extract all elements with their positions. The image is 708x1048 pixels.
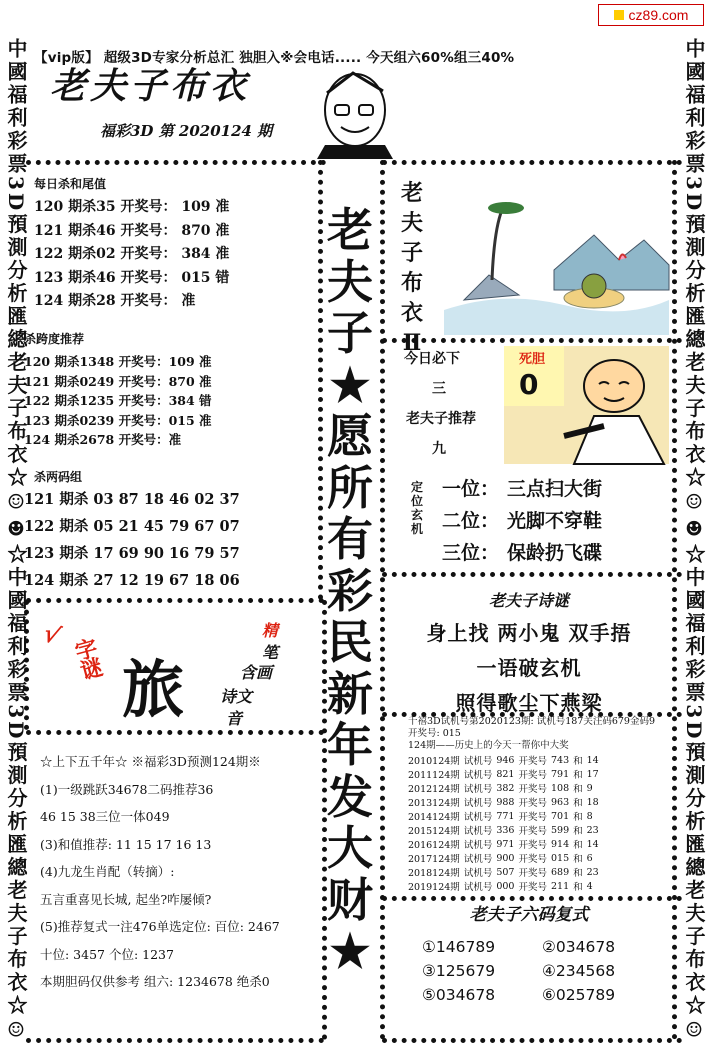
history-line: 千禧3D试机号第2020123期: 试机号187关注码679金码9 bbox=[408, 716, 656, 727]
table-cell: 2010124期 bbox=[408, 756, 460, 767]
list-item: 121 期杀46 开奖号： 870 准 bbox=[34, 222, 230, 239]
position-row: 三位： 保龄扔飞碟 bbox=[442, 542, 603, 564]
star-icon: ★ bbox=[329, 357, 371, 412]
table-cell: 2014124期 bbox=[408, 812, 460, 823]
table-cell: 8 bbox=[586, 810, 593, 822]
poem-line: 照得歌尘下燕梁 bbox=[455, 691, 603, 715]
badge-square-icon bbox=[614, 10, 624, 20]
list-item: 122 期杀1235 开奖号：384 错 bbox=[24, 393, 212, 408]
poem-title: 老夫子诗谜 bbox=[488, 591, 569, 610]
slogan-char: 子 bbox=[327, 306, 373, 360]
table-cell: 771 bbox=[496, 810, 515, 822]
table-cell: 试机号 bbox=[463, 854, 493, 865]
table-cell: 试机号 bbox=[463, 756, 493, 767]
slogan-char: 彩 bbox=[327, 563, 373, 618]
list-item: ☆上下五千年☆ ※福彩3D预测124期※ bbox=[40, 754, 261, 769]
slogan-char: 财 bbox=[327, 872, 373, 927]
table-cell: 689 bbox=[550, 866, 570, 878]
history-table bbox=[408, 753, 603, 893]
table-cell: 900 bbox=[496, 852, 515, 864]
list-item: (3)和值推荐: 11 15 17 16 13 bbox=[40, 836, 212, 852]
table-row bbox=[408, 767, 603, 781]
list-item: 121 期杀 03 87 18 46 02 37 bbox=[24, 491, 240, 508]
riddle-hint: 诗文 bbox=[220, 687, 253, 706]
history-line: 开奖号: 015 bbox=[408, 728, 461, 739]
panel-vertical-title: 老 夫 子 布 衣 Ⅱ bbox=[400, 180, 423, 356]
table-cell: 4 bbox=[586, 880, 593, 892]
table-cell: 2016124期 bbox=[408, 840, 460, 851]
history-panel bbox=[408, 716, 680, 893]
check-mark-icon: √ bbox=[39, 618, 65, 651]
must-value: 三 bbox=[432, 381, 446, 397]
table-cell: 914 bbox=[550, 838, 570, 850]
table-cell: 963 bbox=[550, 796, 570, 808]
list-item: 本期胆码仅供参考 组六: 1234678 绝杀0 bbox=[40, 974, 270, 989]
table-cell: 18 bbox=[586, 796, 599, 808]
six-code-panel bbox=[384, 898, 674, 1043]
table-cell: 946 bbox=[496, 754, 515, 766]
list-item: 123 期杀 17 69 90 16 79 57 bbox=[24, 545, 240, 562]
riddle-character: 旅 bbox=[122, 653, 185, 726]
table-cell: 6 bbox=[586, 852, 593, 864]
table-cell: 试机号 bbox=[463, 798, 493, 809]
table-cell: 2019124期 bbox=[408, 882, 460, 893]
table-cell: 和 bbox=[573, 854, 583, 865]
list-item: 121 期杀0249 开奖号：870 准 bbox=[24, 373, 212, 389]
position-row: 一位： 三点扫大街 bbox=[442, 478, 603, 500]
table-cell: 试机号 bbox=[463, 784, 493, 795]
recommend-value: 九 bbox=[432, 441, 446, 457]
side-slogan-left: 中國福利彩票3D預測分析匯總老夫子布衣☆☺☻☆中國福利彩票3D預測分析匯總老夫子布衣☆☺ bbox=[4, 38, 28, 1045]
table-cell: 14 bbox=[586, 838, 599, 850]
divider bbox=[24, 600, 29, 730]
table-cell: 9 bbox=[586, 782, 593, 794]
table-cell: 23 bbox=[586, 824, 599, 836]
forecast-panel bbox=[40, 752, 325, 1000]
table-cell: 2015124期 bbox=[408, 826, 460, 837]
position-row: 二位： 光脚不穿鞋 bbox=[442, 510, 603, 532]
table-row bbox=[408, 837, 603, 851]
table-cell: 开奖号 bbox=[518, 868, 547, 879]
list-item: 46 15 38三位一体049 bbox=[40, 809, 170, 824]
table-row bbox=[408, 823, 603, 837]
table-cell: 507 bbox=[496, 866, 515, 878]
table-cell: 211 bbox=[550, 880, 570, 892]
slogan-char: 有 bbox=[327, 512, 373, 566]
table-cell: 开奖号 bbox=[518, 798, 547, 809]
table-cell: 108 bbox=[550, 782, 570, 794]
kill-sum-heading: 每日杀和尾值 bbox=[34, 177, 107, 191]
slogan-char: 年 bbox=[327, 718, 373, 772]
table-cell: 试机号 bbox=[463, 868, 493, 879]
site-badge[interactable] bbox=[598, 4, 704, 26]
table-cell: 和 bbox=[573, 770, 583, 781]
six-code-item: ⑤034678 bbox=[422, 986, 496, 1004]
dead-code-value: 0 bbox=[519, 368, 539, 401]
slogan-char: 愿 bbox=[327, 409, 373, 463]
table-cell: 开奖号 bbox=[518, 770, 547, 781]
slogan-char: 新 bbox=[327, 666, 373, 721]
list-item: 120 期杀1348 开奖号：109 准 bbox=[24, 354, 212, 369]
six-code-item: ④234568 bbox=[542, 962, 616, 980]
table-cell: 和 bbox=[573, 840, 583, 851]
poem-line: 一语破玄机 bbox=[476, 656, 582, 680]
divider bbox=[382, 160, 682, 165]
riddle-hint: 精 bbox=[262, 621, 279, 640]
must-label: 今日必下 bbox=[404, 351, 460, 367]
table-row bbox=[408, 879, 603, 893]
divider bbox=[26, 160, 326, 165]
table-cell: 开奖号 bbox=[518, 854, 547, 865]
list-item: 122 期杀02 开奖号： 384 准 bbox=[34, 246, 230, 262]
cartoon-portrait-icon bbox=[305, 55, 400, 160]
dead-code-label: 死胆 bbox=[519, 352, 546, 367]
slogan-char: 夫 bbox=[327, 254, 373, 309]
slogan-char: 民 bbox=[327, 615, 373, 669]
landscape-painting-icon bbox=[444, 190, 669, 335]
kill-two-panel bbox=[24, 468, 324, 596]
table-cell: 和 bbox=[573, 826, 583, 837]
six-code-item: ⑥025789 bbox=[542, 986, 616, 1004]
six-code-item: ①146789 bbox=[422, 938, 496, 956]
page-title: 老夫子布衣 bbox=[50, 65, 251, 107]
history-line: 124期——历史上的今天一帮你中大奖 bbox=[408, 740, 569, 751]
table-cell: 015 bbox=[550, 852, 570, 864]
divider bbox=[382, 572, 682, 577]
table-cell: 791 bbox=[550, 768, 570, 780]
list-item: 124 期杀28 开奖号： 准 bbox=[34, 293, 196, 309]
table-cell: 2017124期 bbox=[408, 854, 460, 865]
table-cell: 开奖号 bbox=[518, 756, 547, 767]
must-panel bbox=[384, 340, 674, 570]
table-cell: 821 bbox=[496, 768, 515, 780]
list-item: 124 期杀2678 开奖号：准 bbox=[24, 432, 182, 447]
table-cell: 2012124期 bbox=[408, 784, 460, 795]
table-cell: 试机号 bbox=[463, 840, 493, 851]
divider bbox=[26, 1038, 324, 1043]
table-cell: 2011124期 bbox=[408, 770, 460, 781]
position-mystery-label: 定位玄机 bbox=[410, 480, 423, 536]
six-code-item: ②034678 bbox=[542, 938, 616, 956]
table-cell: 和 bbox=[573, 798, 583, 809]
poem-panel bbox=[384, 578, 674, 714]
riddle-label: 字谜 bbox=[69, 635, 105, 681]
table-cell: 17 bbox=[586, 768, 599, 780]
poem-line: 身上找 两小鬼 双手捂 bbox=[426, 621, 632, 645]
table-cell: 和 bbox=[573, 868, 583, 879]
list-item: 十位: 3457 个位: 1237 bbox=[40, 946, 174, 962]
table-cell: 开奖号 bbox=[518, 840, 547, 851]
table-cell: 开奖号 bbox=[518, 826, 547, 837]
table-cell: 23 bbox=[586, 866, 599, 878]
six-code-title: 老夫子六码复式 bbox=[469, 905, 589, 925]
list-item: (1)一级跳跃34678二码推荐36 bbox=[40, 781, 214, 797]
six-code-item: ③125679 bbox=[422, 962, 496, 980]
table-cell: 开奖号 bbox=[518, 812, 547, 823]
table-cell: 试机号 bbox=[463, 812, 493, 823]
table-cell: 14 bbox=[586, 754, 599, 766]
table-cell: 000 bbox=[496, 880, 515, 892]
list-item: (5)推荐复式一注476单选定位: 百位: 2467 bbox=[40, 919, 280, 934]
kill-sum-panel bbox=[34, 175, 324, 314]
center-slogan bbox=[320, 205, 380, 1035]
table-cell: 971 bbox=[496, 838, 515, 850]
list-item: 123 期杀0239 开奖号：015 准 bbox=[24, 412, 212, 428]
table-cell: 2013124期 bbox=[408, 798, 460, 809]
list-item: (4)九龙生肖配（转摘）: bbox=[40, 864, 175, 879]
list-item: 123 期杀46 开奖号： 015 错 bbox=[34, 269, 230, 286]
table-cell: 743 bbox=[550, 754, 570, 766]
list-item: 120 期杀35 开奖号： 109 准 bbox=[34, 199, 230, 215]
table-cell: 和 bbox=[573, 882, 583, 893]
table-row bbox=[408, 851, 603, 865]
table-cell: 和 bbox=[573, 812, 583, 823]
kill-span-heading: 杀跨度推荐 bbox=[24, 332, 85, 346]
kill-two-heading: 杀两码组 bbox=[34, 470, 83, 484]
table-row bbox=[408, 809, 603, 823]
list-item: 五言重喜见长城, 起坐?咋屡倾? bbox=[40, 891, 212, 907]
table-row bbox=[408, 865, 603, 879]
divider bbox=[26, 730, 324, 735]
riddle-hint: 含画 bbox=[240, 663, 273, 682]
riddle-panel bbox=[30, 600, 320, 728]
table-cell: 701 bbox=[550, 810, 570, 822]
slogan-char: 老 bbox=[327, 203, 373, 257]
kill-span-panel bbox=[24, 330, 324, 450]
slogan-char: 大 bbox=[327, 821, 373, 875]
slogan-char: 所 bbox=[327, 460, 373, 515]
table-cell: 988 bbox=[496, 796, 515, 808]
table-row bbox=[408, 781, 603, 795]
site-badge-label: cz89.com bbox=[628, 7, 689, 23]
header-top-line: 【vip版】 超级3D专家分析总汇 独胆入※会电话..... 今天组六60%组三40% bbox=[34, 50, 515, 66]
slogan-char: 发 bbox=[327, 769, 373, 824]
table-cell: 试机号 bbox=[463, 882, 493, 893]
issue-number: 福彩3D 第 2020124 期 bbox=[100, 122, 273, 140]
table-cell: 336 bbox=[496, 824, 515, 836]
table-cell: 开奖号 bbox=[518, 882, 547, 893]
table-cell: 2018124期 bbox=[408, 868, 460, 879]
riddle-hint: 音 bbox=[226, 709, 243, 728]
list-item: 122 期杀 05 21 45 79 67 07 bbox=[24, 518, 240, 535]
table-row bbox=[408, 753, 603, 767]
table-cell: 试机号 bbox=[463, 826, 493, 837]
riddle-hint: 笔 bbox=[262, 643, 279, 662]
table-cell: 开奖号 bbox=[518, 784, 547, 795]
side-slogan-right: 中國福利彩票3D預測分析匯總老夫子布衣☆☺☻☆中國福利彩票3D預測分析匯總老夫子布衣☆☺ bbox=[682, 38, 706, 1045]
landscape-panel bbox=[384, 170, 674, 356]
table-cell: 382 bbox=[496, 782, 515, 794]
table-row bbox=[408, 795, 603, 809]
table-cell: 和 bbox=[573, 756, 583, 767]
list-item: 124 期杀 27 12 19 67 18 06 bbox=[24, 572, 240, 589]
recommend-label: 老夫子推荐 bbox=[406, 411, 476, 427]
star-icon: ★ bbox=[329, 924, 371, 978]
table-cell: 试机号 bbox=[463, 770, 493, 781]
table-cell: 599 bbox=[550, 824, 570, 836]
table-cell: 和 bbox=[573, 784, 583, 795]
